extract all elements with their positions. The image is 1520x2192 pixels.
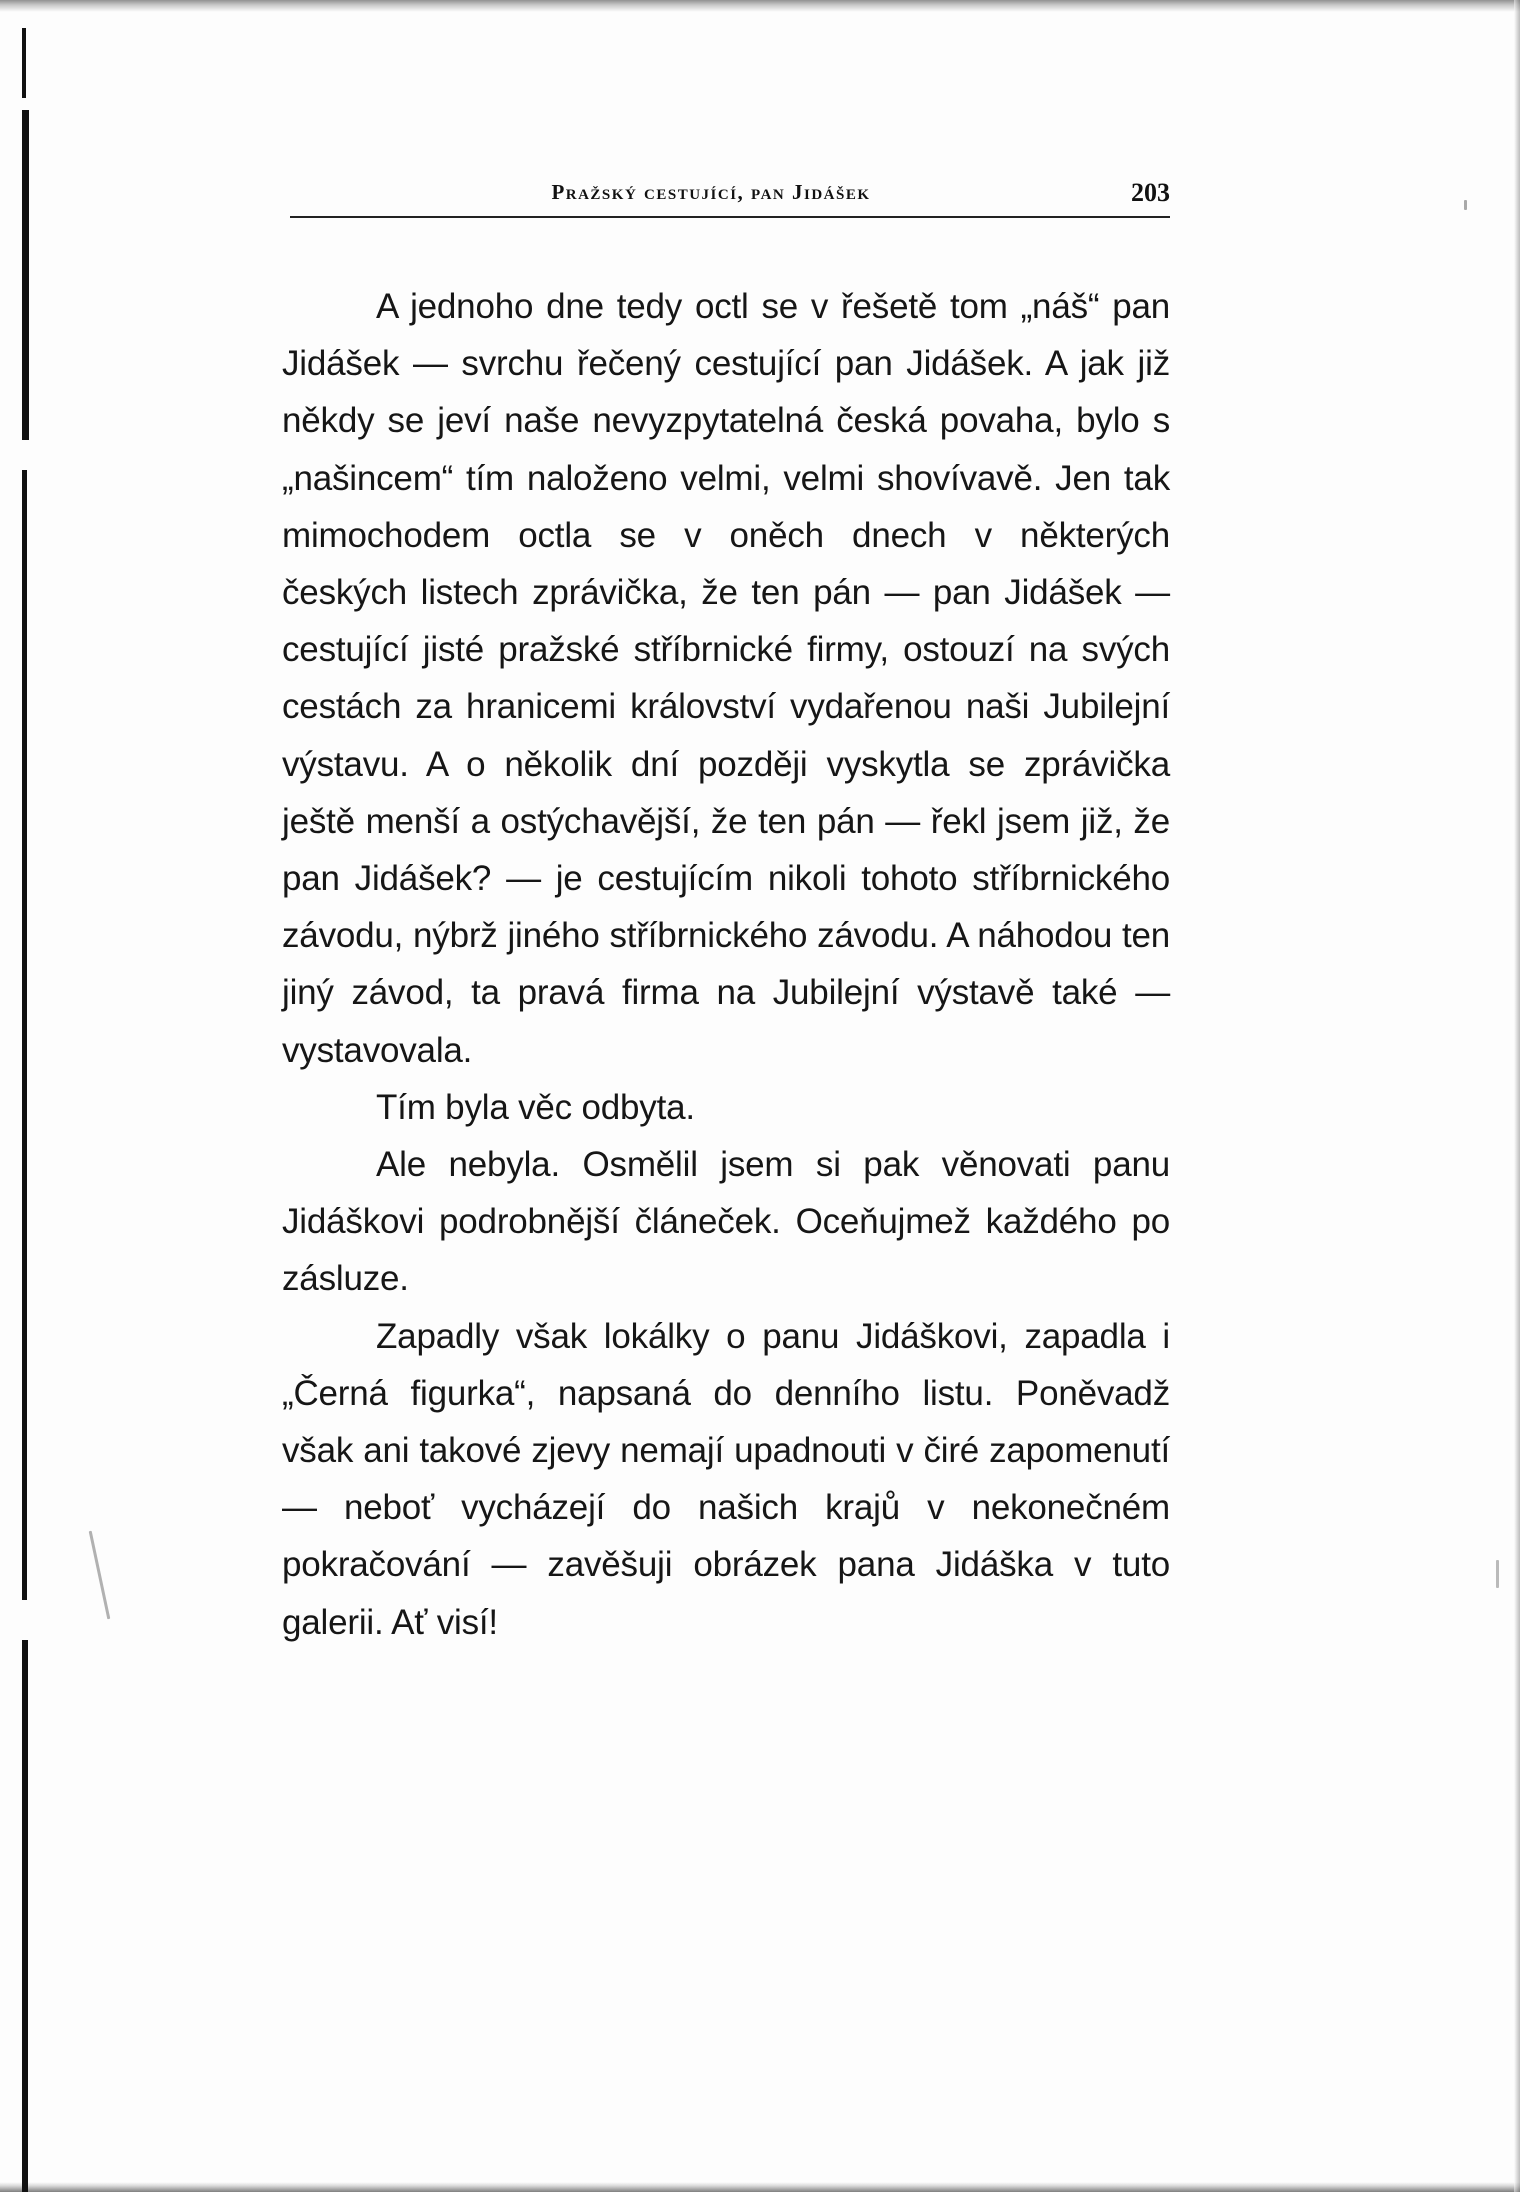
scan-margin-mark <box>22 28 26 98</box>
paragraph: Tím byla věc odbyta. <box>376 1087 695 1127</box>
body-text <box>282 278 1170 1651</box>
scan-speck <box>89 1531 111 1620</box>
scan-edge-right <box>1514 0 1520 2192</box>
scan-speck <box>1464 200 1467 210</box>
scan-edge-bottom <box>0 2182 1520 2192</box>
scan-margin-bar <box>22 1640 28 2192</box>
scan-margin-bar <box>22 470 27 1060</box>
paragraph: Ale nebyla. Osmělil jsem si pak věnovati panu Jidáškovi podrobnější článeček. Oceňujmež každého po zásluze. <box>282 1145 1170 1299</box>
scan-edge-top <box>0 0 1520 12</box>
scan-margin-bar <box>22 110 29 440</box>
running-title: Pražský cestující, pan Jidášek <box>551 180 871 204</box>
scan-margin-bar <box>22 1040 27 1600</box>
paragraph: Zapadly však lokálky o panu Jidáškovi, zapadla i „Černá figurka“, napsaná do denního listu. Poněvadž však ani takové zjevy nemají upadnouti v čiré zapomenutí — neboť vycházejí do našich krajů v nekonečném pokračování — zavěšuji obrázek pana Jidáška v tuto galerii. Ať visí! <box>282 1316 1170 1642</box>
paragraph: A jednoho dne tedy octl se v řešetě tom „náš“ pan Jidášek — svrchu řečený cestující pan Jidášek. A jak již někdy se jeví naše nevyzpytatelná česká povaha, bylo s „našincem“ tím naloženo velmi, velmi shovívavě. Jen tak mimochodem octla se v oněch dnech v některých českých listech zprávička, že ten pán — pan Jidášek — cestující jisté pražské stříbrnické firmy, ostouzí na svých cestách za hranicemi království vydařenou naši Jubilejní výstavu. A o několik dní později vyskytla se zprávička ještě menší a ostýchavější, že ten pán — řekl jsem již, že pan Jidášek? — je cestujícím nikoli tohoto stříbrnického závodu, nýbrž jiného stříbrnického závodu. A náhodou ten jiný závod, ta pravá firma na Jubilejní výstavě také — vystavovala. <box>282 287 1170 1070</box>
page-number: 203 <box>1131 178 1170 207</box>
scan-speck <box>1496 1560 1499 1588</box>
running-head <box>290 178 1170 218</box>
